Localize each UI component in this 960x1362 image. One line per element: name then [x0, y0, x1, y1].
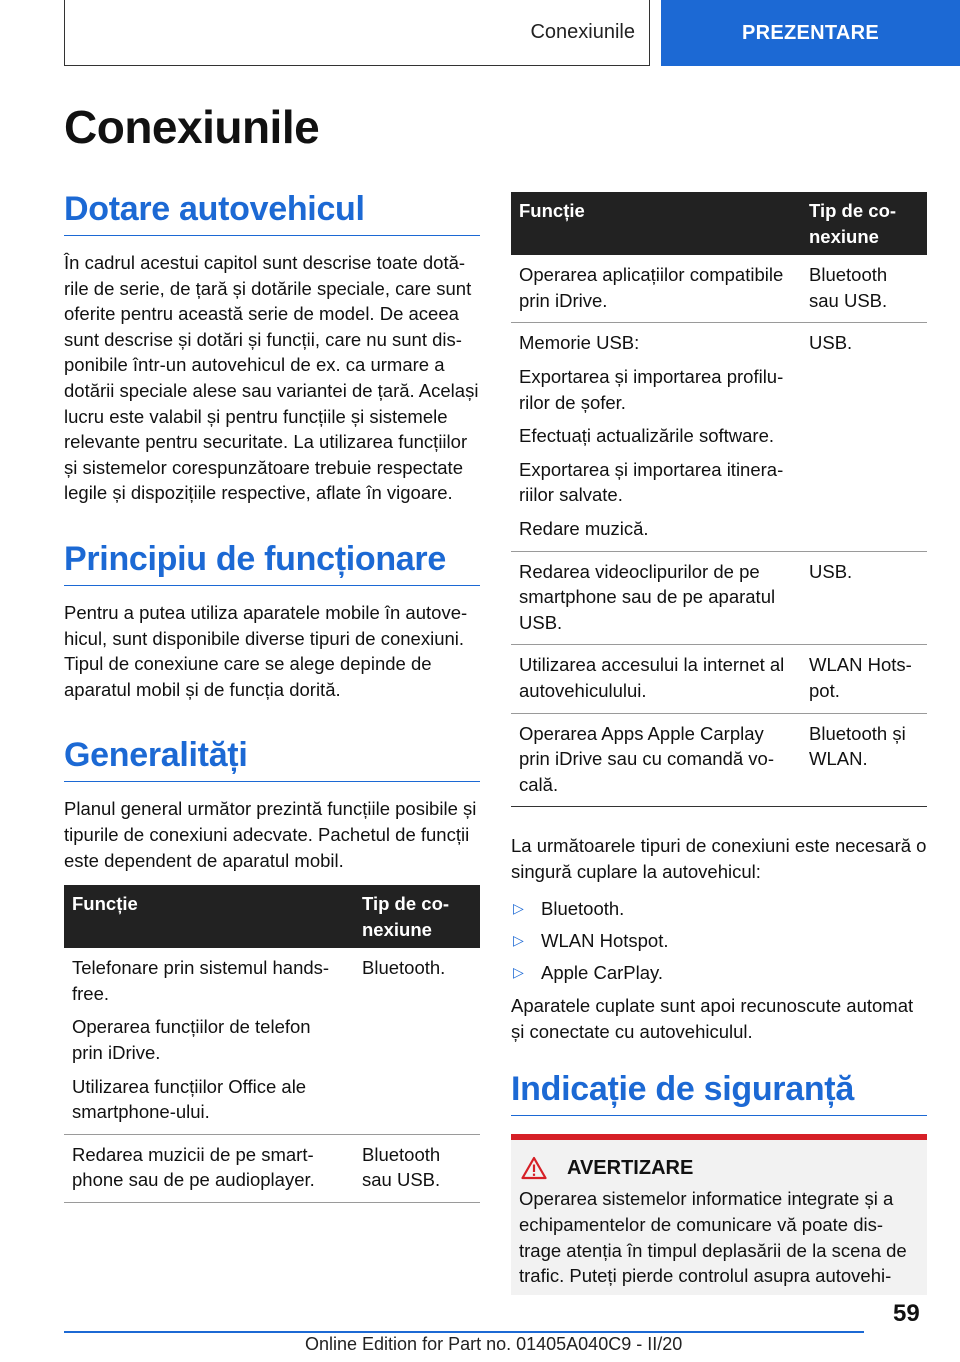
section-heading-indicatie: Indicație de siguranță	[511, 1070, 927, 1116]
list-item: ▷ Apple CarPlay.	[511, 960, 927, 986]
table-row	[511, 323, 927, 551]
footer-divider	[64, 1331, 864, 1333]
connections-table-left	[64, 885, 480, 1203]
warning-text: Operarea sistemelor informatice integrate și a echipamentelor de comunicare vă poate distrage atenția în timpul deplasării de la scena de trafic. Puteți pierde controlul asupra autovehi-	[519, 1188, 907, 1287]
table-row	[511, 551, 927, 645]
table-row	[511, 645, 927, 713]
list-item: ▷ Bluetooth.	[511, 896, 927, 922]
table-cell-connection-type: Bluetooth sau USB.	[354, 1134, 480, 1202]
section-heading-dotare: Dotare autovehicul	[64, 190, 480, 236]
page-title: Conexiunile	[64, 101, 320, 153]
table-cell-function: Operarea aplicațiilor compatibile prin iDrive.	[511, 255, 801, 323]
table-cell-function: Operarea Apps Apple Carplay prin iDrive sau cu comandă vocală.	[511, 713, 801, 807]
table-cell-connection-type: WLAN Hotspot.	[801, 645, 927, 713]
table-cell-function: Redarea muzicii de pe smartphone sau de pe audioplayer.	[64, 1134, 354, 1202]
table-row	[511, 255, 927, 323]
section-text-dotare: În cadrul acestui capitol sunt descrise toate dotările de serie, de țară și dotările speciale, care sunt oferite pentru această serie de model. De aceea sunt descrise și dotări și funcții, care nu sunt disponibile într-un autovehicul de ex. ca urmare a dotării speciale alese sau variantei de țară. Același lucru este valabil și pentru funcțiile și sistemele relevante pentru securitate. La utilizarea funcțiilor și sistemelor corespunzătoare trebuie respectate legile și dispozițiile respective, aflate în vigoare.	[64, 252, 479, 504]
table-header-function: Funcție	[64, 885, 354, 948]
section-text-generalitati: Planul general următor prezintă funcțiile posibile și tipurile de conexiuni adecvate. Pachetul de funcții este dependent de aparatul mobil.	[64, 798, 477, 871]
table-header-connection-type: Tip de conexiune	[801, 192, 927, 255]
table-header-function: Funcție	[511, 192, 801, 255]
table-cell-function: Memorie USB: Exportarea și importarea profilurilor de șofer. Efectuați actualizările software. Exportarea și importarea itinerariilor salvate. Redare muzică.	[511, 323, 801, 551]
table-cell-connection-type: Bluetooth și WLAN.	[801, 713, 927, 807]
table-cell-connection-type: Bluetooth.	[354, 948, 480, 1134]
table-row	[64, 948, 480, 1134]
warning-header	[519, 1156, 919, 1180]
page-number: 59	[893, 1300, 920, 1327]
header-chapter-tab[interactable]: PREZENTARE	[661, 0, 960, 66]
pairing-intro: La următoarele tipuri de conexiuni este necesară o singură cuplare la autovehicul:	[511, 835, 927, 882]
footer-edition: Online Edition for Part no. 01405A040C9 - II/20	[305, 1334, 683, 1354]
triangle-right-icon: ▷	[513, 900, 524, 917]
triangle-right-icon: ▷	[513, 963, 524, 980]
left-column	[64, 190, 480, 1203]
table-row	[64, 1134, 480, 1202]
warning-triangle-icon	[521, 1156, 547, 1180]
table-cell-connection-type: USB.	[801, 323, 927, 551]
table-cell-connection-type: Bluetooth sau USB.	[801, 255, 927, 323]
section-text-principiu: Pentru a putea utiliza aparatele mobile în autovehicul, sunt disponibile diverse tipuri de conexiuni. Tipul de conexiune care se alege depinde de aparatul mobil și de funcția dorită.	[64, 601, 468, 700]
right-column	[511, 192, 927, 1295]
table-cell-function: Redarea videoclipurilor de pe smartphone sau de pe aparatul USB.	[511, 551, 801, 645]
table-row	[511, 713, 927, 807]
pairing-outro: Aparatele cuplate sunt apoi recunoscute automat și conectate cu autovehiculul.	[511, 995, 914, 1042]
header-section-title: Conexiunile	[64, 0, 650, 66]
list-item: ▷ WLAN Hotspot.	[511, 928, 927, 954]
table-cell-function: Utilizarea accesului la internet al autovehiculului.	[511, 645, 801, 713]
table-header-connection-type: Tip de conexiune	[354, 885, 480, 948]
warning-label: AVERTIZARE	[567, 1156, 694, 1179]
warning-box	[511, 1134, 927, 1294]
pairing-list	[511, 896, 927, 985]
connections-table-right	[511, 192, 927, 807]
triangle-right-icon: ▷	[513, 932, 524, 949]
section-heading-generalitati: Generalități	[64, 736, 480, 782]
section-heading-principiu: Principiu de funcționare	[64, 540, 480, 586]
table-cell-connection-type: USB.	[801, 551, 927, 645]
table-cell-function: Telefonare prin sistemul hands-free. Operarea funcțiilor de telefon prin iDrive. Utilizarea funcțiilor Office ale smartphone-ului.	[64, 948, 354, 1134]
page-header	[0, 0, 960, 66]
